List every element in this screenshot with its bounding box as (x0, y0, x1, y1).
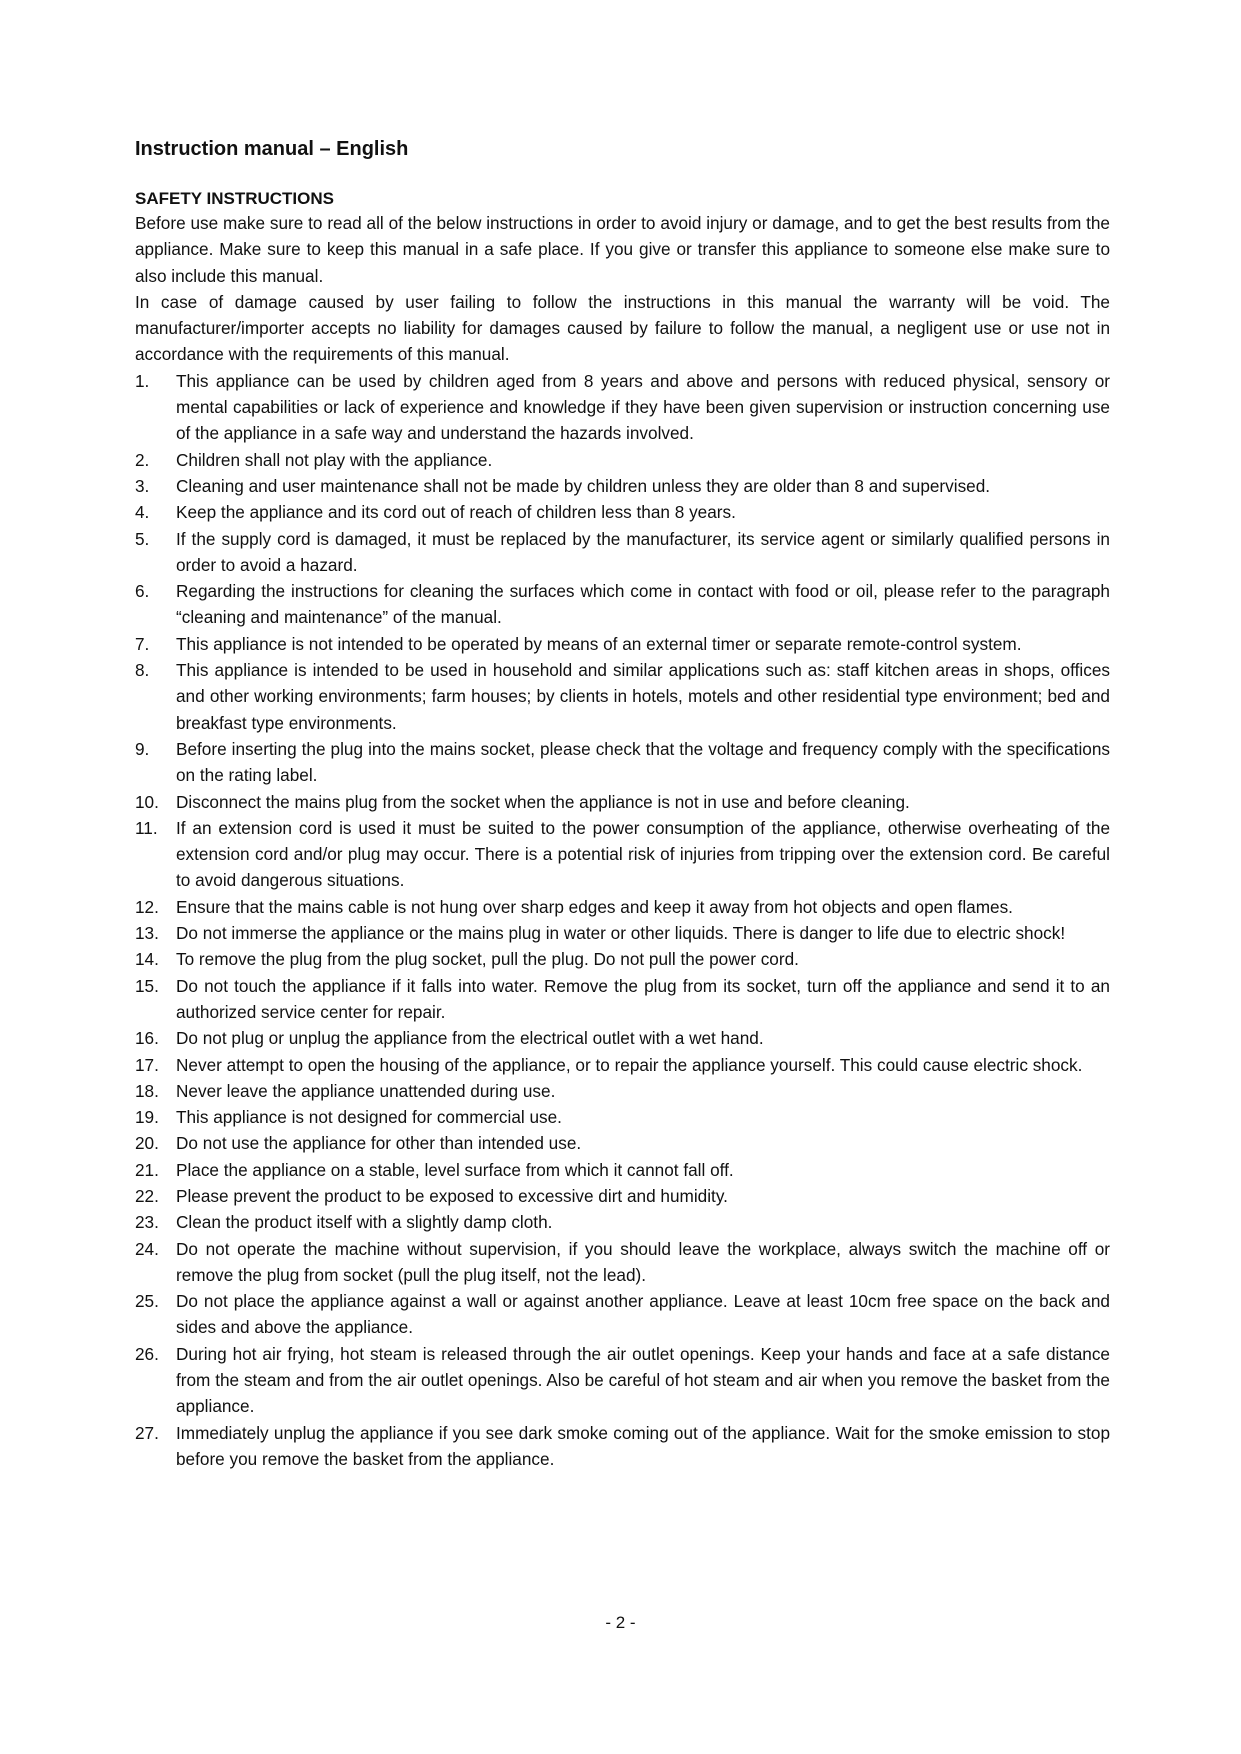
list-item-number: 12. (135, 896, 159, 917)
list-item-number: 4. (135, 502, 150, 523)
list-item-number: 11. (135, 817, 158, 838)
document-page (135, 136, 1110, 1472)
list-item-text: Do not plug or unplug the appliance from the electrical outlet with a wet hand. (176, 1028, 764, 1049)
list-item-text: Never leave the appliance unattended during use. (176, 1080, 556, 1101)
page-number: - 2 - (605, 1613, 636, 1632)
list-item-text: This appliance is not designed for commercial use. (176, 1107, 562, 1128)
list-item (135, 894, 1110, 920)
list-item-text: Place the appliance on a stable, level surface from which it cannot fall off. (176, 1159, 734, 1180)
list-item-text: To remove the plug from the plug socket, pull the plug. Do not pull the power cord. (176, 949, 799, 970)
list-item-number: 7. (135, 633, 150, 654)
list-item (135, 1236, 1110, 1289)
list-item (135, 1130, 1110, 1156)
list-item (135, 736, 1110, 789)
list-item-text: This appliance can be used by children aged from 8 years and above and persons with reduced physical, sensory or mental capabilities or lack of experience and knowledge if they have been given supervision or instruction concerning use of the appliance in a safe way and understand the hazards involved. (176, 370, 1110, 444)
list-item (135, 1183, 1110, 1209)
list-item-text: This appliance is not intended to be operated by means of an external timer or separate remote-control system. (176, 633, 1022, 654)
list-item-number: 26. (135, 1343, 159, 1364)
list-item-number: 27. (135, 1422, 159, 1443)
list-item (135, 447, 1110, 473)
list-item-text: Cleaning and user maintenance shall not be made by children unless they are older than 8 and supervised. (176, 475, 991, 496)
list-item (135, 1078, 1110, 1104)
list-item-number: 6. (135, 581, 150, 602)
list-item (135, 368, 1110, 447)
list-item-number: 16. (135, 1028, 159, 1049)
list-item (135, 1157, 1110, 1183)
list-item-text: Keep the appliance and its cord out of reach of children less than 8 years. (176, 502, 736, 523)
list-item-text: Children shall not play with the appliance. (176, 449, 493, 470)
list-item-number: 10. (135, 791, 159, 812)
list-item-text: If the supply cord is damaged, it must be replaced by the manufacturer, its service agent or similarly qualified persons in order to avoid a hazard. (176, 528, 1110, 575)
list-item-number: 13. (135, 923, 159, 944)
list-item-text: Immediately unplug the appliance if you see dark smoke coming out of the appliance. Wait for the smoke emission to stop before you remove the basket from the appliance. (176, 1422, 1110, 1469)
list-item (135, 657, 1110, 736)
list-item-number: 3. (135, 475, 150, 496)
list-item-number: 20. (135, 1133, 159, 1154)
list-item-text: Do not use the appliance for other than intended use. (176, 1133, 582, 1154)
list-item-text: Never attempt to open the housing of the appliance, or to repair the appliance yourself. This could cause electric shock. (176, 1054, 1083, 1075)
list-item (135, 946, 1110, 972)
list-item-text: During hot air frying, hot steam is released through the air outlet openings. Keep your hands and face at a safe distance from the steam and from the air outlet openings. Also be careful of hot steam and air when you remove the basket from the appliance. (176, 1343, 1110, 1417)
list-item-text: If an extension cord is used it must be suited to the power consumption of the appliance, otherwise overheating of the extension cord and/or plug may occur. There is a potential risk of injuries from tripping over the extension cord. Be careful to avoid dangerous situations. (176, 817, 1110, 891)
list-item-text: Do not operate the machine without supervision, if you should leave the workplace, always switch the machine off or remove the plug from socket (pull the plug itself, not the lead). (176, 1238, 1110, 1285)
document-title: Instruction manual – English (135, 138, 409, 160)
list-item-text: Do not immerse the appliance or the mains plug in water or other liquids. There is danger to life due to electric shock! (176, 923, 1066, 944)
list-item (135, 473, 1110, 499)
section-heading-safety: SAFETY INSTRUCTIONS (135, 189, 334, 208)
list-item (135, 526, 1110, 579)
list-item (135, 631, 1110, 657)
list-item-number: 19. (135, 1107, 159, 1128)
safety-rules-list (135, 368, 1110, 1472)
list-item-number: 1. (135, 370, 150, 391)
list-item (135, 1025, 1110, 1051)
list-item-text: Do not touch the appliance if it falls into water. Remove the plug from its socket, turn off the appliance and send it to an authorized service center for repair. (176, 975, 1110, 1022)
list-item-number: 14. (135, 949, 159, 970)
list-item-number: 22. (135, 1185, 159, 1206)
list-item-text: Regarding the instructions for cleaning the surfaces which come in contact with food or oil, please refer to the paragraph “cleaning and maintenance” of the manual. (176, 581, 1110, 628)
list-item (135, 789, 1110, 815)
list-item-text: Please prevent the product to be exposed to excessive dirt and humidity. (176, 1185, 728, 1206)
list-item (135, 1420, 1110, 1473)
list-item (135, 920, 1110, 946)
intro-paragraph: Before use make sure to read all of the below instructions in order to avoid injury or damage, and to get the best results from the appliance. Make sure to keep this manual in a safe place. If you give or transfer this appliance to someone else make sure to also include this manual. (135, 213, 1110, 286)
list-item (135, 1341, 1110, 1420)
list-item-number: 5. (135, 528, 150, 549)
list-item-number: 23. (135, 1212, 159, 1233)
list-item-number: 8. (135, 660, 150, 681)
list-item-number: 21. (135, 1159, 159, 1180)
list-item (135, 815, 1110, 894)
list-item (135, 499, 1110, 525)
list-item-text: Before inserting the plug into the mains socket, please check that the voltage and frequency comply with the specifications on the rating label. (176, 738, 1110, 786)
list-item-number: 17. (135, 1054, 159, 1075)
list-item-number: 9. (135, 738, 150, 759)
list-item-text: This appliance is intended to be used in household and similar applications such as: staff kitchen areas in shops, offices and other working environments; farm houses; by clients in hotels, motels and other residential type environment; bed and breakfast type environments. (176, 660, 1110, 733)
list-item (135, 1104, 1110, 1130)
list-item-text: Ensure that the mains cable is not hung over sharp edges and keep it away from hot objects and open flames. (176, 896, 1013, 917)
list-item-text: Disconnect the mains plug from the socket when the appliance is not in use and before cleaning. (176, 791, 910, 812)
list-item-number: 15. (135, 975, 159, 996)
list-item (135, 578, 1110, 631)
list-item (135, 1209, 1110, 1235)
list-item-number: 25. (135, 1291, 159, 1312)
list-item (135, 973, 1110, 1026)
list-item-number: 24. (135, 1238, 159, 1259)
list-item-text: Do not place the appliance against a wall or against another appliance. Leave at least 10cm free space on the back and sides and above the appliance. (176, 1291, 1110, 1338)
list-item (135, 1288, 1110, 1341)
list-item (135, 1052, 1110, 1078)
list-item-number: 2. (135, 449, 150, 470)
list-item-text: Clean the product itself with a slightly damp cloth. (176, 1212, 553, 1233)
list-item-number: 18. (135, 1080, 159, 1101)
intro-paragraph: In case of damage caused by user failing to follow the instructions in this manual the warranty will be void. The manufacturer/importer accepts no liability for damages caused by failure to follow the manual, a negligent use or use not in accordance with the requirements of this manual. (135, 291, 1110, 365)
